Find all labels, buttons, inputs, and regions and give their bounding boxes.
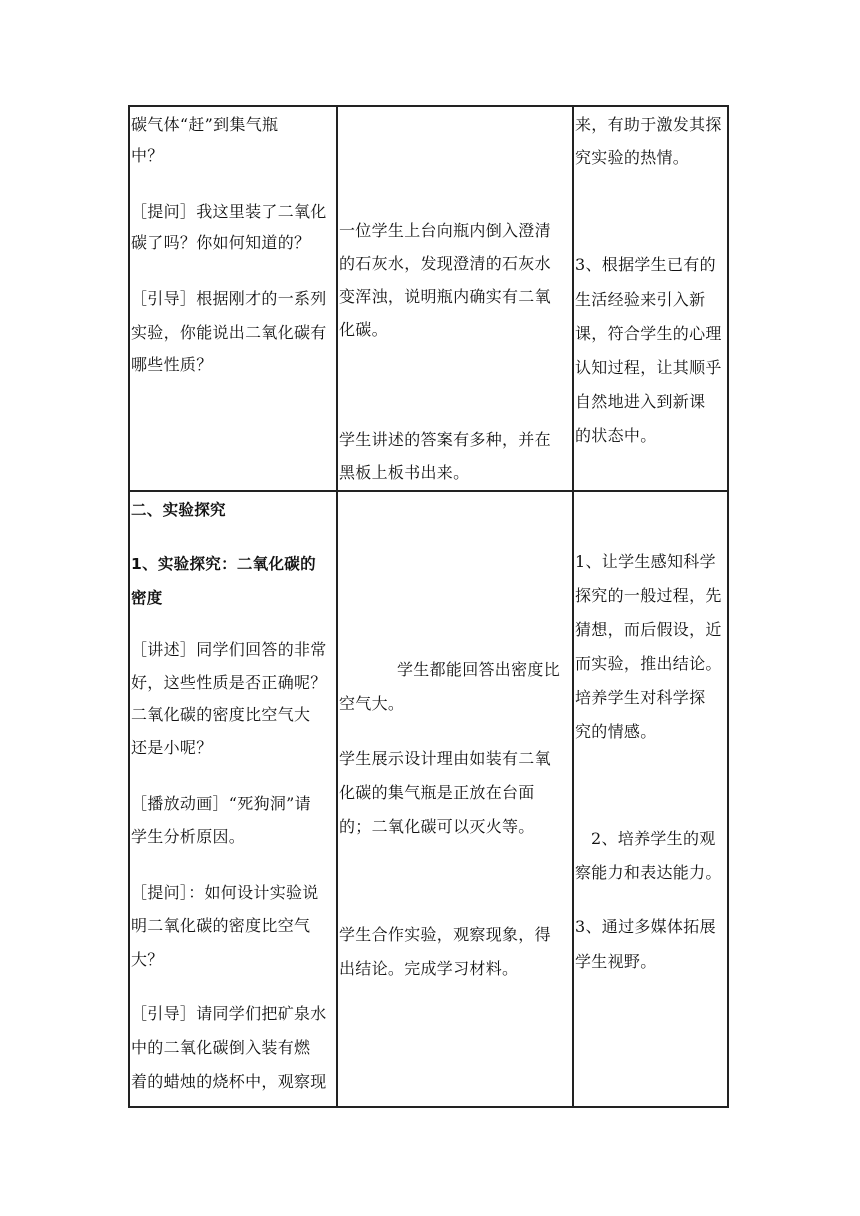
row1-teacher-line: 中？ [131,146,164,165]
row1-intent-line: 自然地进入到新课 [575,392,706,411]
row2-student-line: 出结论。完成学习材料。 [339,959,519,978]
subsection-heading: 密度 [131,589,163,607]
row1-teacher-line: 哪些性质？ [131,355,213,374]
row1-intent-line: 的状态中。 [575,426,657,445]
row2-intent-line: 察能力和表达能力。 [575,863,722,882]
row1-student-line: 化碳。 [339,320,388,339]
row1-student-line: 学生讲述的答案有多种，并在 [339,430,551,449]
row1-teacher-line: ［引导］根据刚才的一系列 [131,289,327,308]
row2-teacher-line: 学生分析原因。 [131,827,246,846]
row1-intent-line: 课，符合学生的心理 [575,324,722,343]
row1-teacher-line: 碳气体“赶”到集气瓶 [131,115,279,134]
row1-intent-line: 究实验的热情。 [575,148,690,167]
row2-teacher-line: 大？ [131,950,164,969]
row1-intent-line: 来，有助于激发其探 [575,115,722,134]
row-divider [128,490,729,492]
row2-intent-line: 学生视野。 [575,952,657,971]
column-divider-1 [336,105,338,1108]
row2-intent-line: 究的情感。 [575,722,657,741]
row2-intent-line: 培养学生对科学探 [575,688,706,707]
row1-teacher-line: ［提问］我这里装了二氧化 [131,202,327,221]
row2-teacher-line: 着的蜡烛的烧杯中，观察现 [131,1072,327,1091]
row1-intent-line: 3、根据学生已有的 [575,255,716,274]
row2-student-line: 化碳的集气瓶是正放在台面 [339,783,535,802]
row2-teacher-line: 二氧化碳的密度比空气大 [131,705,311,724]
row2-student-line: 学生都能回答出密度比 [397,660,561,679]
row1-teacher-line: 碳了吗？你如何知道的？ [131,233,311,252]
row1-student-line: 的石灰水，发现澄清的石灰水 [339,254,551,273]
row1-teacher-line: 实验，你能说出二氧化碳有 [131,323,327,342]
table-border-bottom [128,1106,729,1108]
row2-teacher-line: ［讲述］同学们回答的非常 [131,640,327,659]
section-heading: 二、实验探究 [131,501,226,519]
row2-teacher-line: 还是小呢？ [131,738,213,757]
subsection-heading: 1、实验探究：二氧化碳的 [131,555,316,573]
row2-student-line: 空气大。 [339,694,405,713]
table-border-right [727,105,729,1108]
row1-intent-line: 生活经验来引入新 [575,290,706,309]
row1-intent-line: 认知过程，让其顺乎 [575,358,722,377]
row2-intent-line: 3、通过多媒体拓展 [575,917,716,936]
row2-intent-line: 探究的一般过程，先 [575,586,722,605]
row2-teacher-line: ［播放动画］“死狗洞”请 [131,794,311,813]
row2-intent-line: 2、培养学生的观 [591,829,716,848]
row1-student-line: 一位学生上台向瓶内倒入澄清 [339,221,551,240]
row2-intent-line: 而实验，推出结论。 [575,654,722,673]
row1-student-line: 黑板上板书出来。 [339,463,470,482]
row1-student-line: 变浑浊，说明瓶内确实有二氧 [339,287,551,306]
row2-teacher-line: 中的二氧化碳倒入装有燃 [131,1038,311,1057]
lesson-plan-table [128,105,729,1108]
row2-student-line: 学生展示设计理由如装有二氧 [339,749,551,768]
row2-teacher-line: ［引导］请同学们把矿泉水 [131,1004,327,1023]
row2-student-line: 的；二氧化碳可以灭火等。 [339,817,535,836]
row2-teacher-line: ［提问］：如何设计实验说 [131,883,319,902]
table-border-top [128,105,729,107]
row2-intent-line: 猜想，而后假设，近 [575,620,722,639]
table-border-left [128,105,130,1108]
row2-teacher-line: 好，这些性质是否正确呢？ [131,673,327,692]
column-divider-2 [572,105,574,1108]
row2-intent-line: 1、让学生感知科学 [575,552,716,571]
row2-student-line: 学生合作实验，观察现象，得 [339,925,551,944]
row2-teacher-line: 明二氧化碳的密度比空气 [131,916,311,935]
